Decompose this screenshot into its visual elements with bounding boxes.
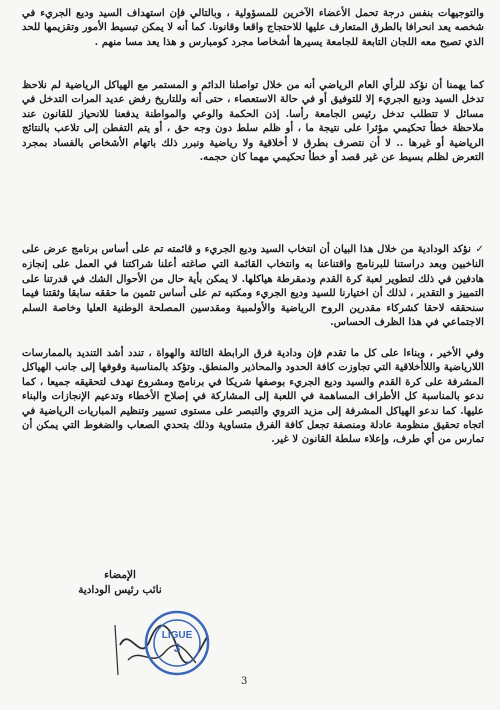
paragraph-4: وفي الأخير ، وبناءا على كل ما تقدم فإن ودادية فرق الرابطة الثالثة والهواة ، تندد أشد التنديد بالممارسات اللارياضية واللاأخلاقية التي تجاوزت كافة الحدود والمحاذير والمنطق. وتؤكد بالمناسبة وقوفها إلى جانب الهياكل المشرفة على كرة القدم والسيد وديع الجريء بوصفها شريكا في برنامج ومشروع نهدف لتحقيقه جميعا ، كما ندعو بالمناسبة كل الأطراف المساهمة في اللعبة إلى المشاركة في إصلاح الأخطاء وتدعيم الإنجازات والبناء عليها. كما ندعو الهياكل المشرفة إلى مزيد التروي والتبصر على مستوى تسيير وتنظيم المباريات الرياضية في اتجاه تحقيق منظومة عادلة ومنصفة تجعل كافة الفرق متساوية وذلك بتحدي الصعاب والضغوط التي يمكن أن تمارس من أي طرف، وإعلاء سلطة القانون لا غير. (22, 347, 484, 446)
paragraph-3 (22, 242, 484, 329)
page-number: 3 (241, 676, 248, 687)
checkmark-icon: ✓ (475, 244, 484, 255)
svg-text:LIGUE: LIGUE (161, 630, 193, 641)
svg-text:3: 3 (173, 641, 181, 655)
signature-label: الإمضاء (104, 569, 136, 581)
paragraph-3-text: نؤكد الودادية من خلال هذا البيان أن انتخاب السيد وديع الجريء و قائمته تم على أساس برنامج عرض على الناخبين وبعد دراستنا للبرنامج واقتناعنا به وانتخاب القائمة التي صاغته أعلنا شراكتنا في العمل على إنجازه هادفين في ذلك لتطوير لعبة كرة القدم ودمقرطة هياكلها. لا يمكن بأية حال من الأحوال الشك في قدرتنا على التمييز و التقدير ، لذلك أن اختيارنا للسيد وديع الجريء ومكتبه تم على أساس تثمين ما حققه سابقا وثقتنا فيما سنحققه لاحقا كشركاء مقدرين الروح الرياضية والأولمبية ومقدسين المصلحة الوطنية العليا وخاصة السلم الاجتماعي في هذا الظرف الحساس. (22, 243, 484, 329)
document-page (22, 6, 484, 706)
paragraph-1: والتوجيهات بنفس درجة تحمل الأعضاء الآخرين للمسؤولية ، وبالتالي فإن استهداف السيد وديع الجريء في شخصه يعد انحرافا بالطرق المتعارف عليها للاحتجاج واقعا وقانونا. كما أنه لا يمكن تبسيط الأمور وتقزيمها للحد الذي تصبح معه اللجان التابعة للجامعة يسيرها أشخاصا مجرد كومبارس و هذا يعد مسا منهم . (22, 7, 484, 48)
signature-title: نائب رئيس الودادية (78, 584, 162, 596)
paragraph-2: كما يهمنا أن نؤكد للرأي العام الرياضي أنه من خلال تواصلنا الدائم و المستمر مع الهياكل الرياضية لم نلاحظ تدخل السيد وديع الجريء إلا للتوفيق أو في حالة الاستعصاء ، حتى أنه وللتاريخ رفض عديد المرات التدخل في مسائل لا تتطلب تدخل رئيس الجامعة رأسا. إذن الحكمة والوعي والمواطنة يدفعنا للانحياز للقانون عند ملاحظة خطأ تحكيمي مؤثرا على نتيجة ما ، أو ظلم سلط دون وجه حق ، أو يتم التفطن إلى تلاعب بالنتائج الرياضية أو غيرها .. لا أن نتصرف بطرق لا أخلاقية ولا رياضية ونبرر ذلك باتهام الأشخاص بالفساد بمجرد التعرض لظلم بسيط عن غير قصد أو خطأ تحكيمي مهما كان حجمه. (22, 79, 484, 164)
signature-block (60, 568, 180, 598)
stamp (142, 608, 212, 678)
